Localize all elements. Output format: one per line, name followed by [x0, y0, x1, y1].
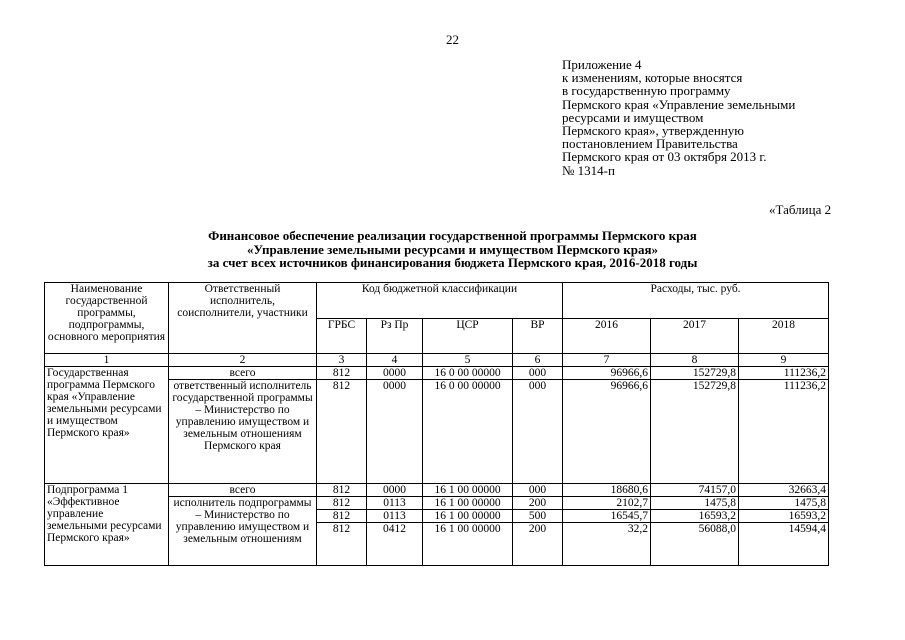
executor-cell: ответственный исполнитель государственной программы – Министерство по управлению имуществом и земельным отношениям Пермского края: [169, 380, 317, 484]
grbs-cell: 812: [317, 497, 367, 510]
grbs-cell: 812: [317, 510, 367, 523]
value-2016: 2102,7: [563, 497, 651, 510]
title-line: за счет всех источников финансирования бюджета Пермского края, 2016-2018 годы: [207, 255, 698, 270]
header-row: [45, 283, 829, 319]
column-number: 9: [739, 354, 829, 367]
csr-cell: 16 1 00 00000: [423, 484, 513, 497]
value-2018: 14594,4: [739, 523, 829, 566]
value-2017: 74157,0: [651, 484, 739, 497]
rzpr-cell: 0113: [367, 510, 423, 523]
column-number: 8: [651, 354, 739, 367]
appendix-line: ресурсами и имуществом: [562, 109, 704, 125]
header-vr: ВР: [513, 318, 563, 354]
rzpr-cell: 0000: [367, 484, 423, 497]
csr-cell: 16 0 00 00000: [423, 380, 513, 484]
value-2016: 96966,6: [563, 367, 651, 380]
rzpr-cell: 0000: [367, 380, 423, 484]
column-number: 1: [45, 354, 169, 367]
financing-table: [44, 282, 829, 566]
header-2018: 2018: [739, 318, 829, 354]
appendix-line: Приложение 4: [562, 57, 642, 72]
program-name: Государственная программа Пермского края «Управление земельными ресурсами и имуществом Пермского края»: [45, 367, 169, 484]
csr-cell: 16 1 00 00000: [423, 523, 513, 566]
column-number-row: [45, 354, 829, 367]
title-line: «Управление земельными ресурсами и имуществом Пермского края»: [246, 241, 659, 257]
table-row: [45, 367, 829, 380]
table-row: [45, 484, 829, 497]
value-2018: 16593,2: [739, 510, 829, 523]
value-2017: 152729,8: [651, 367, 739, 380]
appendix-line: постановлением Правительства: [562, 136, 738, 152]
appendix-line: Пермского края «Управление земельными: [562, 96, 796, 112]
value-2017: 56088,0: [651, 523, 739, 566]
executor-cell: всего: [169, 367, 317, 380]
rzpr-cell: 0000: [367, 367, 423, 380]
value-2018: 1475,8: [739, 497, 829, 510]
value-2018: 32663,4: [739, 484, 829, 497]
column-number: 3: [317, 354, 367, 367]
header-rzpr: Рз Пр: [367, 318, 423, 354]
csr-cell: 16 1 00 00000: [423, 497, 513, 510]
appendix-line: к изменениям, которые вносятся: [562, 70, 743, 86]
header-2017: 2017: [651, 318, 739, 354]
value-2018: 111236,2: [739, 380, 829, 484]
header-csr: ЦСР: [423, 318, 513, 354]
grbs-cell: 812: [317, 367, 367, 380]
value-2018: 111236,2: [739, 367, 829, 380]
appendix-line: Пермского края», утвержденную: [562, 123, 744, 139]
value-2016: 16545,7: [563, 510, 651, 523]
vr-cell: 000: [513, 380, 563, 484]
value-2017: 1475,8: [651, 497, 739, 510]
vr-cell: 200: [513, 523, 563, 566]
column-number: 5: [423, 354, 513, 367]
vr-cell: 000: [513, 367, 563, 380]
appendix-line: Пермского края от 03 октября 2013 г.: [562, 149, 767, 165]
header-2016: 2016: [563, 318, 651, 354]
subprogram-name: Подпрограмма 1 «Эффективное управление земельными ресурсами Пермского края»: [45, 484, 169, 566]
column-number: 2: [169, 354, 317, 367]
header-name: Наименование государственной программы, подпрограммы, основного мероприятия: [45, 283, 169, 354]
csr-cell: 16 1 00 00000: [423, 510, 513, 523]
appendix-line: в государственную программу: [562, 83, 731, 99]
header-expenses: Расходы, тыс. руб.: [563, 283, 829, 319]
vr-cell: 200: [513, 497, 563, 510]
appendix-line: № 1314-п: [562, 162, 615, 178]
value-2016: 18680,6: [563, 484, 651, 497]
header-budget-code: Код бюджетной классификации: [317, 283, 563, 319]
grbs-cell: 812: [317, 380, 367, 484]
title-line: Финансовое обеспечение реализации государственной программы Пермского края: [208, 228, 697, 243]
appendix-block: [562, 58, 795, 177]
column-number: 7: [563, 354, 651, 367]
rzpr-cell: 0412: [367, 523, 423, 566]
grbs-cell: 812: [317, 484, 367, 497]
column-number: 6: [513, 354, 563, 367]
value-2016: 96966,6: [563, 380, 651, 484]
page-number: 22: [446, 32, 459, 47]
value-2017: 152729,8: [651, 380, 739, 484]
csr-cell: 16 0 00 00000: [423, 367, 513, 380]
document-title: [0, 229, 905, 270]
value-2016: 32,2: [563, 523, 651, 566]
table-label: «Таблица 2: [769, 202, 832, 217]
vr-cell: 500: [513, 510, 563, 523]
rzpr-cell: 0113: [367, 497, 423, 510]
vr-cell: 000: [513, 484, 563, 497]
column-number: 4: [367, 354, 423, 367]
header-executor: Ответственный исполнитель, соисполнители, участники: [169, 283, 317, 354]
header-grbs: ГРБС: [317, 318, 367, 354]
value-2017: 16593,2: [651, 510, 739, 523]
executor-cell: всего: [169, 484, 317, 497]
executor-cell: исполнитель подпрограммы – Министерство по управлению имуществом и земельным отношениям: [169, 497, 317, 566]
grbs-cell: 812: [317, 523, 367, 566]
